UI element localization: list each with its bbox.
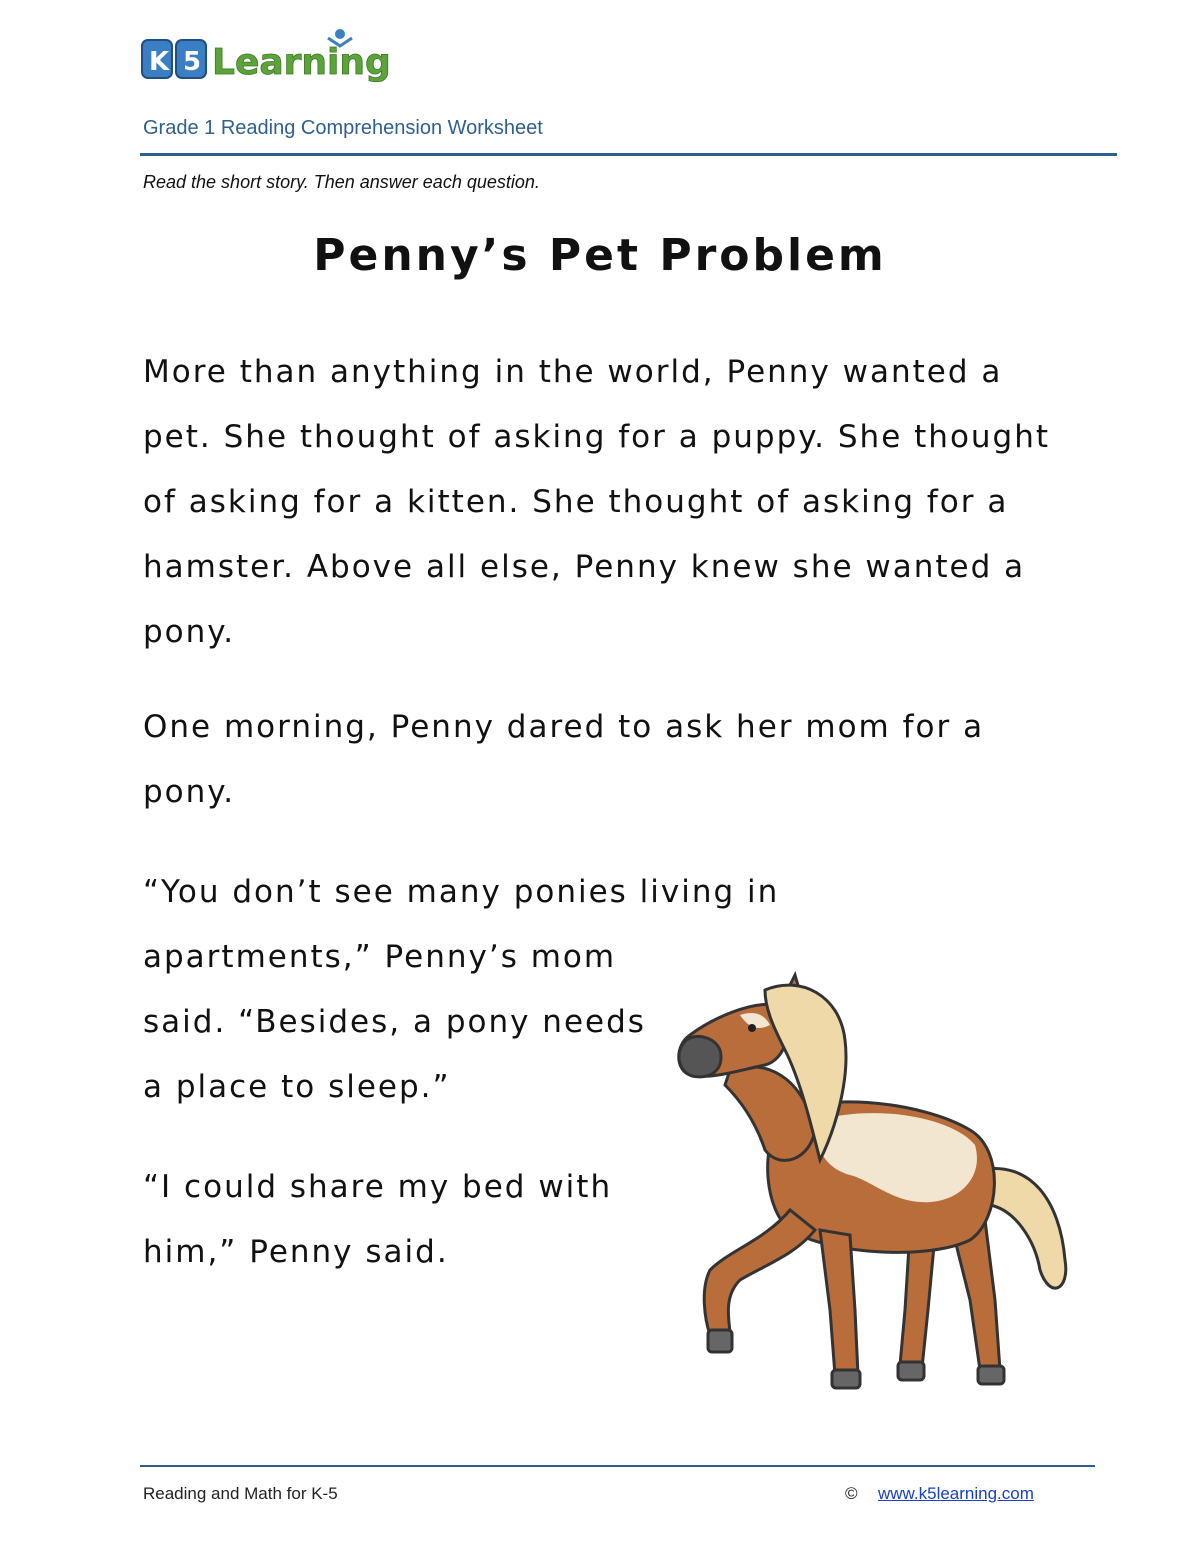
story-paragraph-3 bbox=[143, 860, 780, 1120]
story-paragraph-3-line-1: “You don’t see many ponies living in bbox=[143, 874, 780, 910]
svg-text:K: K bbox=[149, 47, 170, 77]
pony-icon bbox=[670, 970, 1080, 1410]
k5learning-link[interactable]: www.k5learning.com bbox=[878, 1484, 1034, 1503]
story-paragraph-1: More than anything in the world, Penny wanted a pet. She thought of asking for a puppy. She thought of asking for a kitten. She thought of asking for a hamster. Above all else, Penny knew she wanted a pony. bbox=[143, 354, 1051, 650]
svg-text:5: 5 bbox=[183, 47, 202, 77]
story-paragraph-2: One morning, Penny dared to ask her mom for a pony. bbox=[143, 709, 985, 810]
story-paragraph-4: “I could share my bed with him,” Penny said. bbox=[143, 1169, 613, 1270]
story-paragraph-3-rest: apartments,” Penny’s mom said. “Besides, a pony needs a place to sleep.” bbox=[143, 939, 646, 1105]
story-title: Penny’s Pet Problem bbox=[313, 230, 887, 281]
header-divider bbox=[140, 153, 1117, 156]
worksheet-subtitle: Grade 1 Reading Comprehension Worksheet bbox=[143, 117, 543, 139]
copyright-symbol: © bbox=[845, 1484, 858, 1503]
footer-divider bbox=[140, 1465, 1095, 1467]
instructions-text: Read the short story. Then answer each question. bbox=[143, 172, 540, 192]
k5-learning-logo bbox=[140, 22, 400, 92]
svg-text:Learning: Learning bbox=[212, 42, 391, 83]
footer-tagline: Reading and Math for K-5 bbox=[143, 1484, 338, 1503]
